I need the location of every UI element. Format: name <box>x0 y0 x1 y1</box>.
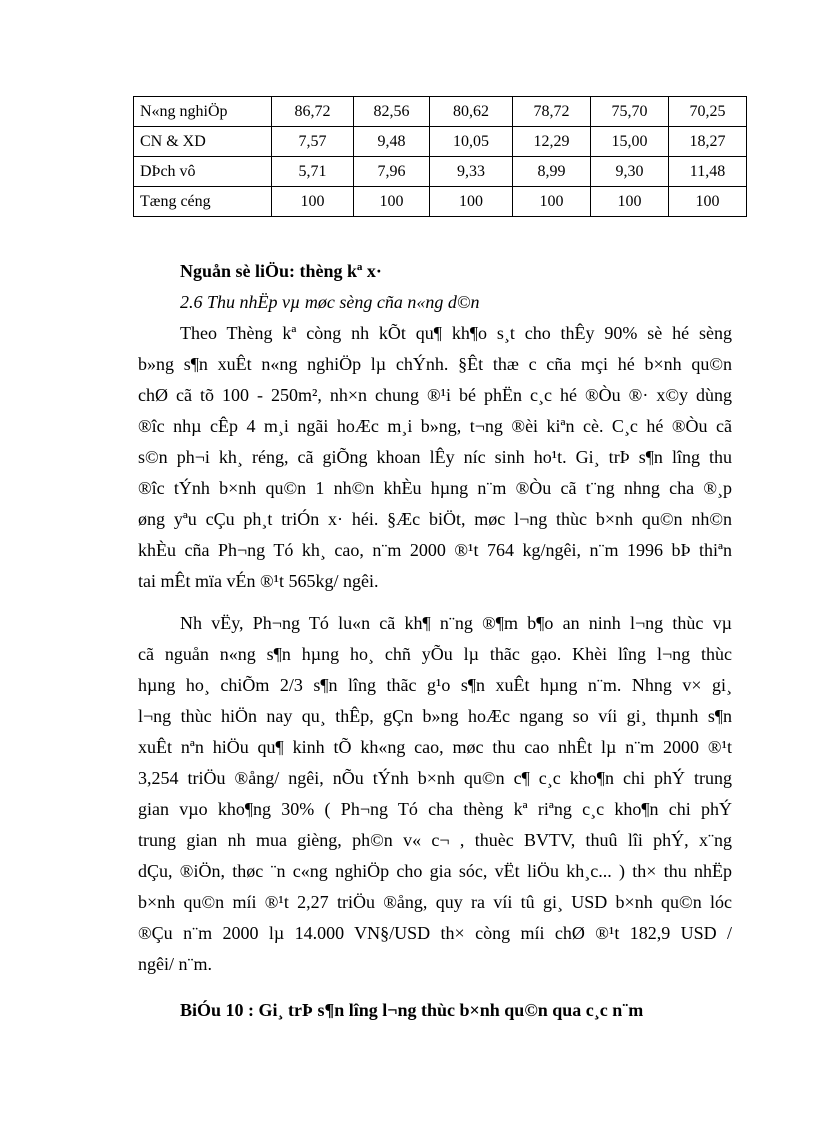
paragraph-line: b×nh qu©n míi ®¹t 2,27 triÖu ®ång, quy ra víi tû gi¸ USD b×nh qu©n lóc <box>138 892 732 912</box>
row-label: Tæng céng <box>134 187 272 217</box>
table-row <box>134 127 747 157</box>
paragraph-line: trung gian nh mua gièng, ph©n v« c¬ , thuèc BVTV, thuû lîi phÝ, x¨ng <box>138 830 732 850</box>
paragraph-line: øng yªu cÇu ph¸t triÓn x· héi. §Æc biÖt, møc l¬ng thùc b×nh qu©n nh©n <box>138 509 732 529</box>
paragraph-line: khÈu cña Ph¬ng Tó kh¸ cao, n¨m 2000 ®¹t 764 kg/ngêi, n¨m 1996 bÞ thiªn <box>138 540 732 560</box>
paragraph-line: s©n ph¬i kh¸ réng, cã giÕng khoan lÊy níc sinh ho¹t. Gi¸ trÞ s¶n lîng thu <box>138 447 732 467</box>
paragraph-line: ®îc nhµ cÊp 4 m¸i ngãi hoÆc m¸i b»ng, t¬ng ®èi kiªn cè. C¸c hé ®Òu cã <box>138 416 732 436</box>
table-row <box>134 187 747 217</box>
data-table <box>133 96 747 217</box>
table-cell: 5,71 <box>272 157 354 187</box>
paragraph-line: 3,254 triÖu ®ång/ ngêi, nÕu tÝnh b×nh qu©n c¶ c¸c kho¶n chi phÝ trung <box>138 768 732 788</box>
paragraph-line: xuÊt nªn hiÖu qu¶ kinh tÕ kh«ng cao, møc thu cao nhÊt lµ n¨m 2000 ®¹t <box>138 737 732 757</box>
table-cell: 9,48 <box>354 127 430 157</box>
table-cell: 80,62 <box>430 97 513 127</box>
row-label: DÞch vô <box>134 157 272 187</box>
table-cell: 78,72 <box>513 97 591 127</box>
table-row <box>134 97 747 127</box>
table-cell: 100 <box>669 187 747 217</box>
table-cell: 10,05 <box>430 127 513 157</box>
paragraph-line: cã nguån n«ng s¶n hµng ho¸ chñ yÕu lµ thãc gạo. Khèi lîng l¬ng thùc <box>138 644 732 664</box>
table-cell: 100 <box>354 187 430 217</box>
paragraph-line: Theo Thèng kª còng nh kÕt qu¶ kh¶o s¸t cho thÊy 90% sè hé sèng <box>180 323 732 343</box>
table-row <box>134 157 747 187</box>
row-label: CN & XD <box>134 127 272 157</box>
table-cell: 100 <box>591 187 669 217</box>
table-cell: 18,27 <box>669 127 747 157</box>
table-cell: 86,72 <box>272 97 354 127</box>
figure-title: BiÓu 10 : Gi¸ trÞ s¶n lîng l¬ng thùc b×nh qu©n qua c¸c n¨m <box>180 1000 644 1020</box>
table-cell: 15,00 <box>591 127 669 157</box>
paragraph-line: gian vµo kho¶ng 30% ( Ph¬ng Tó cha thèng kª riªng c¸c kho¶n chi phÝ <box>138 799 732 819</box>
section-heading: 2.6 Thu nhËp vµ møc sèng cña n«ng d©n <box>180 292 480 312</box>
table-cell: 8,99 <box>513 157 591 187</box>
paragraph-line: tai mÊt mïa vÉn ®¹t 565kg/ ngêi. <box>138 571 379 591</box>
table-cell: 9,30 <box>591 157 669 187</box>
table-cell: 12,29 <box>513 127 591 157</box>
row-label: N«ng nghiÖp <box>134 97 272 127</box>
table-cell: 100 <box>430 187 513 217</box>
paragraph-line: ®Çu n¨m 2000 lµ 14.000 VN§/USD th× còng míi chØ ®¹t 182,9 USD / <box>138 923 732 943</box>
source-note: Nguån sè liÖu: thèng kª x· <box>180 261 382 281</box>
paragraph-2 <box>138 608 732 980</box>
table-container <box>133 96 747 217</box>
paragraph-line: ngêi/ n¨m. <box>138 954 212 974</box>
table-cell: 100 <box>513 187 591 217</box>
paragraph-line: hµng ho¸ chiÕm 2/3 s¶n lîng thãc g¹o s¶n xuÊt hµng n¨m. Nhng v× gi¸ <box>138 675 732 695</box>
table-cell: 11,48 <box>669 157 747 187</box>
table-cell: 7,96 <box>354 157 430 187</box>
paragraph-line: l¬ng thùc hiÖn nay qu¸ thÊp, gÇn b»ng hoÆc ngang so víi gi¸ thµnh s¶n <box>138 706 732 726</box>
figure-title-block <box>138 995 732 1026</box>
table-cell: 82,56 <box>354 97 430 127</box>
paragraph-line: Nh vËy, Ph¬ng Tó lu«n cã kh¶ n¨ng ®¶m b¶o an ninh l¬ng thùc vµ <box>180 613 732 633</box>
table-cell: 70,25 <box>669 97 747 127</box>
paragraph-line: chØ cã tõ 100 - 250m², nh×n chung ®¹i bé phËn c¸c hé ®Òu ®· x©y dùng <box>138 385 732 405</box>
table-cell: 100 <box>272 187 354 217</box>
paragraph-line: b»ng s¶n xuÊt n«ng nghiÖp lµ chÝnh. §Êt thæ c cña mçi hé b×nh qu©n <box>138 354 732 374</box>
table-cell: 75,70 <box>591 97 669 127</box>
table-body <box>134 97 747 217</box>
table-cell: 7,57 <box>272 127 354 157</box>
section-heading-block <box>138 287 732 318</box>
paragraph-1 <box>138 318 732 597</box>
paragraph-line: ®îc tÝnh b×nh qu©n 1 nh©n khÈu hµng n¨m ®Òu cã t¨ng nhng cha ®¸p <box>138 478 732 498</box>
table-cell: 9,33 <box>430 157 513 187</box>
paragraph-line: dÇu, ®iÖn, thøc ¨n c«ng nghiÖp cho gia sóc, vËt liÖu kh¸c... ) th× thu nhËp <box>138 861 732 881</box>
source-note-block <box>138 256 732 287</box>
